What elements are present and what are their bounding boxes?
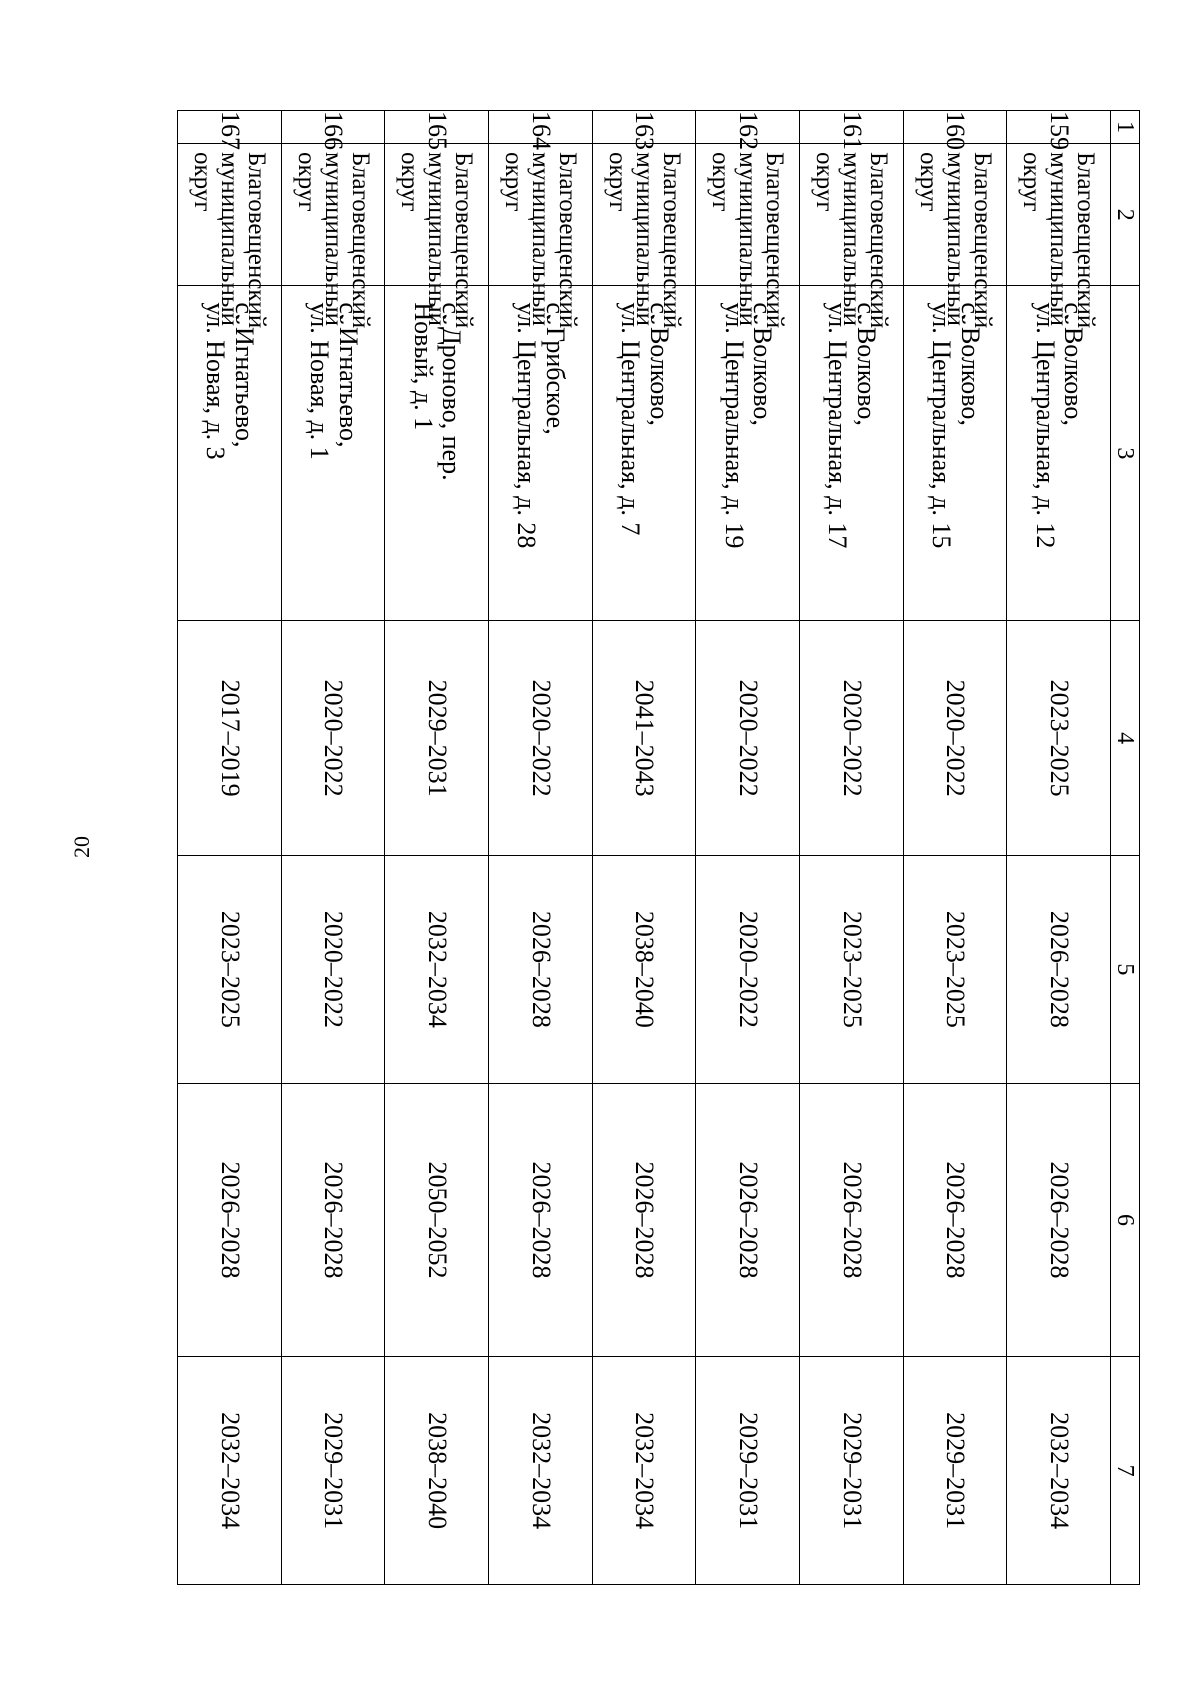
- cell-col-6: [800, 1083, 904, 1356]
- cell-col-5: [592, 855, 696, 1083]
- cell-district: [1007, 144, 1111, 329]
- cell-number-text: 161: [837, 111, 867, 150]
- cell-col-7-text: 2032–2034: [630, 1412, 660, 1530]
- cell-district: [592, 144, 696, 329]
- cell-col-6-text: 2050–2052: [423, 1161, 453, 1279]
- cell-col-4: [592, 621, 696, 856]
- cell-address: [696, 286, 800, 621]
- cell-col-4-text: 2041–2043: [630, 679, 660, 797]
- cell-district-text: Благовещенский муниципальный округ: [396, 152, 478, 329]
- cell-address-text: с. Волково, ул. Центральная, д. 7: [616, 302, 674, 536]
- cell-number-text: 166: [319, 111, 349, 150]
- cell-district: [385, 144, 489, 329]
- cell-number-text: 162: [734, 111, 763, 150]
- cell-col-5-text: 2026–2028: [1044, 910, 1074, 1028]
- table-row: [281, 111, 385, 1585]
- cell-number: [489, 111, 593, 150]
- cell-col-5: [903, 855, 1007, 1083]
- cell-col-6: [1007, 1083, 1111, 1356]
- cell-col-4-text: 2020–2022: [319, 679, 349, 797]
- cell-col-7: [696, 1357, 800, 1585]
- cell-col-4: [489, 621, 593, 856]
- cell-col-4-text: 2023–2025: [1044, 679, 1074, 797]
- cell-col-6-text: 2026–2028: [215, 1161, 245, 1279]
- header-col-6: 6: [1111, 1083, 1140, 1356]
- cell-col-6-text: 2026–2028: [837, 1161, 867, 1279]
- cell-district-text: Благовещенский муниципальный округ: [603, 152, 685, 329]
- cell-district-text: Благовещенский муниципальный округ: [914, 152, 996, 329]
- header-row: [1111, 111, 1140, 1585]
- cell-number: [178, 111, 282, 150]
- cell-col-7-text: 2032–2034: [526, 1412, 556, 1530]
- register-table-container: [177, 110, 1140, 1585]
- cell-address: [903, 286, 1007, 621]
- cell-col-4-text: 2020–2022: [941, 679, 971, 797]
- cell-address-text: с. Волково, ул. Центральная, д. 12: [1030, 302, 1089, 549]
- cell-col-7-text: 2029–2031: [941, 1412, 971, 1530]
- cell-address: [178, 286, 282, 621]
- cell-col-6-text: 2026–2028: [734, 1161, 763, 1279]
- cell-col-4-text: 2020–2022: [526, 679, 556, 797]
- header-col-5: 5: [1111, 855, 1140, 1083]
- cell-address: [800, 286, 904, 621]
- cell-col-6-text: 2026–2028: [319, 1161, 349, 1279]
- table-row: [178, 111, 282, 1585]
- cell-district-text: Благовещенский муниципальный округ: [810, 152, 892, 329]
- cell-col-7-text: 2029–2031: [319, 1412, 349, 1530]
- cell-col-4-text: 2020–2022: [734, 679, 763, 797]
- cell-col-7: [1007, 1357, 1111, 1585]
- cell-number: [696, 111, 800, 150]
- cell-address-text: с. Волково, ул. Центральная, д. 17: [823, 302, 881, 549]
- cell-district: [800, 144, 904, 329]
- cell-col-5: [1007, 855, 1111, 1083]
- cell-col-7: [385, 1357, 489, 1585]
- cell-col-6: [903, 1083, 1007, 1356]
- cell-address: [1007, 286, 1111, 621]
- cell-number-text: 159: [1044, 111, 1074, 150]
- cell-district: [281, 144, 385, 329]
- cell-col-7-text: 2029–2031: [837, 1412, 867, 1530]
- cell-col-7: [489, 1357, 593, 1585]
- cell-address-text: с. Волково, ул. Центральная, д. 15: [927, 302, 985, 549]
- cell-address-text: с. Игнатьево, ул. Новая, д. 1: [305, 302, 363, 460]
- cell-district: [178, 144, 282, 329]
- cell-col-7: [178, 1357, 282, 1585]
- cell-col-4-text: 2020–2022: [837, 679, 867, 797]
- cell-district: [489, 144, 593, 329]
- cell-col-7-text: 2029–2031: [734, 1412, 763, 1530]
- cell-col-6-text: 2026–2028: [941, 1161, 971, 1279]
- header-col-7: 7: [1111, 1357, 1140, 1585]
- cell-district-text: Благовещенский муниципальный округ: [1018, 152, 1100, 329]
- cell-col-6: [385, 1083, 489, 1356]
- cell-number-text: 165: [423, 111, 453, 150]
- cell-address: [281, 286, 385, 621]
- cell-address-text: с. Дроново, пер. Новый, д. 1: [408, 302, 467, 481]
- cell-col-4: [696, 621, 800, 856]
- cell-address: [592, 286, 696, 621]
- cell-col-4: [385, 621, 489, 856]
- cell-col-4-text: 2017–2019: [215, 679, 245, 797]
- header-col-3: 3: [1111, 286, 1140, 621]
- table-row: [592, 111, 696, 1585]
- cell-number: [903, 111, 1007, 150]
- cell-col-5: [281, 855, 385, 1083]
- cell-address-text: с. Волково, ул. Центральная, д. 19: [719, 302, 778, 549]
- cell-col-6: [281, 1083, 385, 1356]
- cell-number: [385, 111, 489, 150]
- cell-col-5: [178, 855, 282, 1083]
- cell-number-text: 167: [215, 111, 245, 150]
- cell-district-text: Благовещенский муниципальный округ: [292, 152, 374, 329]
- cell-address-text: с. Грибское, ул. Центральная, д. 28: [512, 302, 570, 549]
- cell-address: [489, 286, 593, 621]
- cell-col-5: [489, 855, 593, 1083]
- cell-district: [696, 144, 800, 329]
- cell-number: [1007, 111, 1111, 150]
- header-col-1: 1: [1111, 111, 1140, 144]
- cell-col-7-text: 2032–2034: [215, 1412, 245, 1530]
- header-col-4: 4: [1111, 621, 1140, 856]
- cell-col-5-text: 2038–2040: [630, 910, 660, 1028]
- table-row: [800, 111, 904, 1585]
- cell-col-5-text: 2023–2025: [215, 910, 245, 1028]
- cell-col-7: [800, 1357, 904, 1585]
- cell-col-6-text: 2026–2028: [526, 1161, 556, 1279]
- cell-col-6: [592, 1083, 696, 1356]
- cell-col-6: [178, 1083, 282, 1356]
- cell-col-5-text: 2020–2022: [319, 910, 349, 1028]
- table-row: [696, 111, 800, 1585]
- cell-address: [385, 286, 489, 621]
- cell-col-4-text: 2029–2031: [423, 679, 453, 797]
- cell-col-5: [696, 855, 800, 1083]
- cell-district-text: Благовещенский муниципальный округ: [188, 152, 270, 329]
- cell-col-6: [696, 1083, 800, 1356]
- table-row: [385, 111, 489, 1585]
- cell-col-4: [178, 621, 282, 856]
- cell-col-7: [903, 1357, 1007, 1585]
- cell-number-text: 163: [630, 111, 660, 150]
- cell-district-text: Благовещенский муниципальный округ: [499, 152, 581, 329]
- cell-address-text: с. Игнатьево, ул. Новая, д. 3: [201, 302, 259, 460]
- cell-col-7-text: 2038–2040: [423, 1412, 453, 1530]
- header-col-2: 2: [1111, 144, 1140, 286]
- cell-col-5: [800, 855, 904, 1083]
- cell-number-text: 164: [526, 111, 556, 150]
- cell-number: [800, 111, 904, 150]
- cell-col-7-text: 2032–2034: [1044, 1412, 1074, 1530]
- cell-col-7: [281, 1357, 385, 1585]
- cell-col-4: [903, 621, 1007, 856]
- cell-col-5-text: 2023–2025: [837, 910, 867, 1028]
- cell-col-4: [1007, 621, 1111, 856]
- register-table: [177, 110, 1140, 1585]
- cell-col-6-text: 2026–2028: [630, 1161, 660, 1279]
- cell-col-4: [281, 621, 385, 856]
- cell-col-6: [489, 1083, 593, 1356]
- cell-col-5-text: 2032–2034: [423, 910, 453, 1028]
- cell-district: [903, 144, 1007, 329]
- cell-col-4: [800, 621, 904, 856]
- cell-district-text: Благовещенский муниципальный округ: [707, 152, 789, 329]
- table-row: [1007, 111, 1111, 1585]
- cell-col-5-text: 2020–2022: [734, 910, 763, 1028]
- page-number: 20: [69, 836, 94, 858]
- cell-col-6-text: 2026–2028: [1044, 1161, 1074, 1279]
- cell-number-text: 160: [941, 111, 971, 150]
- table-body: [178, 111, 1111, 1585]
- table-row: [489, 111, 593, 1585]
- cell-number: [592, 111, 696, 150]
- cell-col-5-text: 2026–2028: [526, 910, 556, 1028]
- cell-col-7: [592, 1357, 696, 1585]
- table-row: [903, 111, 1007, 1585]
- cell-col-5-text: 2023–2025: [941, 910, 971, 1028]
- cell-number: [281, 111, 385, 150]
- cell-col-5: [385, 855, 489, 1083]
